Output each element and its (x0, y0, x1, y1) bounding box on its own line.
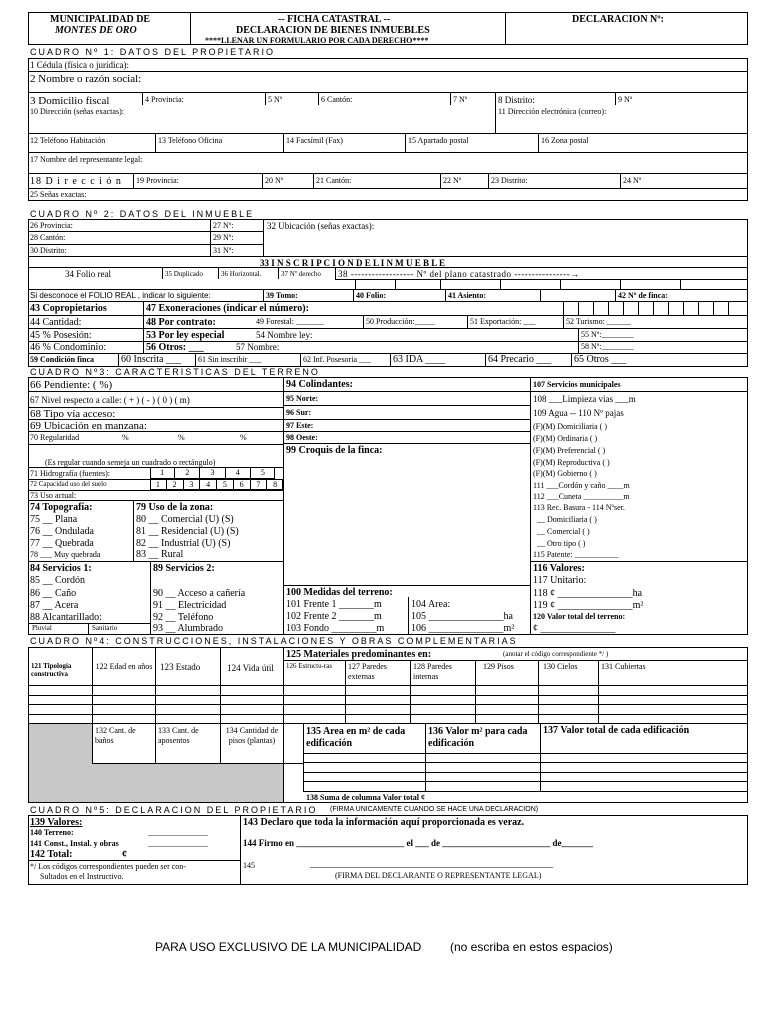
field-122-edad: 122 Edad en años (95, 662, 153, 671)
field-40-folio: 40 Folio: (356, 291, 386, 300)
alcantarillado-sanitario: Sanitario (92, 624, 118, 632)
field-121-tipologia: 121 Tipología constructiva (31, 662, 72, 679)
field-25-senas: 25 Señas exactas: (30, 190, 87, 199)
field-78-muy-quebrada: 78 ___ Muy quebrada (30, 550, 101, 559)
field-21-canton: 21 Cantón: (316, 176, 352, 185)
section-2-title: CUADRO Nº 2: DATOS DEL INMUEBLE (30, 209, 255, 219)
field-16-zona-postal: 16 Zona postal (541, 136, 589, 145)
field-113-basura: 113 Rec. Basura - 114 Nºser. (533, 503, 625, 512)
footer-no-write: (no escriba en estos espacios) (450, 940, 613, 954)
field-109-agua: 109 Agua -- 110 Nº pajas (533, 408, 624, 418)
valor-total-colon: ¢ _______________ (533, 623, 616, 634)
field-86-cano: 86 __ Caño (30, 588, 77, 599)
field-23-distrito: 23 Distrito: (491, 176, 528, 185)
field-137-valor-total: 137 Valor total de cada edificación (543, 725, 690, 736)
field-9-numero: 9 Nº (618, 95, 633, 104)
footer-municipality-use: PARA USO EXCLUSIVO DE LA MUNICIPALIDAD (155, 940, 422, 954)
field-133-aposentos: 133 Cant. de aposentos (158, 726, 199, 745)
field-56-otros: 56 Otros: ___ (146, 342, 204, 353)
capacidad-cell[interactable]: 1 (155, 480, 160, 489)
field-22-numero: 22 Nº (443, 176, 462, 185)
municipality-name: MUNICIPALIDAD DE (50, 14, 151, 25)
hidrografia-cell[interactable]: 5 (250, 467, 275, 479)
codes-note-2: Sultados en el Instructivo. (40, 872, 124, 881)
basura-domiciliaria: __ Domiciliaria ( ) (537, 515, 597, 524)
field-20-numero: 20 Nº (265, 176, 284, 185)
field-29-numero: 29 Nº: (213, 233, 234, 242)
field-17-representante: 17 Nombre del representante legal: (30, 155, 143, 164)
regular-note: (Es regular cuando semeja un cuadrado o rectángulo) (45, 458, 216, 467)
capacidad-cell[interactable]: 2 (166, 479, 183, 490)
field-82-industrial: 82 __ Industrial (U) (S) (136, 538, 231, 549)
field-60-inscrita: 60 Inscrita ___ (121, 354, 181, 365)
field-125-materiales: 125 Materiales predominantes en: (286, 649, 432, 660)
form-note: ****LLENAR UN FORMULARIO POR CADA DERECHO**** (205, 36, 429, 45)
field-88-alcantarillado: 88 Alcantarillado: (30, 612, 102, 623)
field-100-medidas: 100 Medidas del terreno: (286, 587, 393, 598)
field-85-cordon: 85 __ Cordón (30, 575, 85, 586)
field-13-tel-oficina: 13 Teléfono Oficina (158, 136, 223, 145)
field-144-firmo: 144 Firmo en ________________________ el ___ de ________________________ de_______ (243, 838, 593, 848)
field-112-cuneta: 112 ___Cuneta __________m (533, 492, 630, 501)
hidrografia-cell[interactable]: 1 (160, 468, 165, 477)
field-79-uso-zona: 79 Uso de la zona: (136, 502, 214, 513)
signature-line[interactable]: ______________________________________________________ (310, 859, 553, 869)
field-12-tel-habitacion: 12 Teléfono Habitación (30, 136, 106, 145)
field-136-valor-m2: 136 Valor m² para cada edificación (428, 726, 528, 749)
field-135-area: 135 Area en m² de cada edificación (306, 726, 406, 749)
field-67-nivel: 67 Nivel respecto a calle: ( + ) ( - ) ( 0 ) ( m) (30, 395, 190, 405)
field-30-distrito: 30 Distrito: (30, 246, 67, 255)
field-57-nombre: 57 Nombre: (236, 342, 280, 352)
field-2-nombre: 2 Nombre o razón social: (30, 73, 142, 85)
field-75-plana: 75 __ Plana (30, 514, 78, 525)
field-72-capacidad: 72 Capacidad uso del suelo (30, 480, 107, 488)
field-4-provincia: 4 Provincia: (145, 95, 184, 104)
codes-note-1: */ Los códigos correspondientes pueden ser con- (30, 862, 186, 871)
field-48-contrato: 48 Por contrato: (146, 317, 216, 328)
agua-ordinaria: (F)(M) Ordinaria ( ) (533, 434, 598, 443)
field-90-acceso-caneria: 90 __ Acceso a cañería (153, 588, 246, 599)
field-91-electricidad: 91 __ Electricidad (153, 600, 227, 611)
field-97-este: 97 Este: (286, 421, 314, 430)
form-title: -- FICHA CATASTRAL -- (278, 14, 391, 25)
section-3-title: CUADRO Nº3: CARACTERISTICAS DEL TERRENO (30, 367, 320, 377)
field-119-m2: 119 ¢ _______________m² (533, 600, 644, 611)
section-5-title: CUADRO Nº5: DECLARACION DEL PROPIETARIO (30, 805, 318, 815)
field-68-tipo-via: 68 Tipo vía acceso: (30, 408, 116, 420)
field-89-servicios-2: 89 Servicios 2: (153, 563, 215, 574)
field-49-forestal: 49 Forestal: _______ (256, 317, 324, 326)
capacidad-cell[interactable]: 6 (233, 479, 250, 490)
field-117-unitario: 117 Unitario: (533, 575, 587, 586)
field-36-horizontal: 36 Horizontal. (221, 270, 262, 278)
folio-note: Si desconoce el FOLIO REAL , indicar lo siguiente: (30, 291, 211, 300)
field-103-fondo: 103 Fondo _________m (286, 623, 385, 634)
field-126-estructuras: 126 Estructu-ras (286, 662, 333, 670)
section-1-title: CUADRO Nº 1: DATOS DEL PROPIETARIO (30, 47, 275, 57)
field-145-firma: 145 (243, 861, 255, 870)
field-6-canton: 6 Cantón: (321, 95, 353, 104)
field-102-frente-2: 102 Frente 2 _______m (286, 611, 382, 622)
section-5-note: (FIRMA UNICAMENTE CUANDO SE HACE UNA DECLARACION) (330, 806, 539, 813)
field-99-croquis: 99 Croquis de la finca: (286, 445, 383, 456)
hidrografia-cell[interactable]: 3 (199, 467, 224, 479)
field-37-derecho: 37 Nº derecho (281, 270, 321, 278)
field-141-construcciones: 141 Const., Instal. y obras (30, 839, 119, 848)
field-96-sur: 96 Sur: (286, 408, 312, 417)
field-76-ondulada: 76 __ Ondulada (30, 526, 94, 537)
field-35-duplicado: 35 Duplicado (165, 270, 203, 278)
basura-otro: __ Otro tipo ( ) (537, 539, 586, 548)
field-98-oeste: 98 Oeste: (286, 433, 318, 442)
field-77-quebrada: 77 __ Quebrada (30, 538, 94, 549)
construcciones-line: _______________ (148, 839, 208, 848)
capacidad-cell[interactable]: 7 (250, 479, 267, 490)
field-58-numero: 58 Nº:________ (581, 342, 634, 351)
field-26-provincia: 26 Provincia: (30, 221, 73, 230)
field-47-exoneraciones: 47 Exoneraciones (indicar el número): (146, 303, 309, 314)
hidrografia-cell[interactable]: 4 (225, 467, 250, 479)
field-131-cubiertas: 131 Cubiertas (601, 662, 646, 671)
terreno-line: _______________ (148, 828, 208, 837)
field-3-domicilio: 3 Domicilio fiscal (30, 95, 110, 107)
agua-preferencial: (F)(M) Preferencial ( ) (533, 446, 606, 455)
signature-label: (FIRMA DEL DECLARANTE O REPRESENTANTE LEGAL) (335, 871, 542, 880)
field-70-regularidad: 70 Regularidad (30, 433, 80, 442)
field-92-telefono: 92 __ Teléfono (153, 612, 214, 623)
field-129-pisos: 129 Pisos (483, 662, 514, 671)
field-1-cedula: 1 Cédula (física o jurídica): (30, 60, 129, 70)
field-27-numero: 27 Nº: (213, 221, 234, 230)
field-50-produccion: 50 Producción:_____ (366, 317, 435, 326)
field-53-ley-especial: 53 Por ley especial (146, 330, 225, 341)
field-32-ubicacion: 32 Ubicación (señas exactas): (267, 221, 375, 231)
basura-comercial: __ Comercial ( ) (537, 527, 590, 536)
field-44-cantidad: 44 Cantidad: (30, 317, 82, 328)
regularidad-pct-2: % (178, 433, 185, 442)
field-123-estado: 123 Estado (160, 662, 201, 672)
field-101-frente-1: 101 Frente 1 _______m (286, 599, 382, 610)
declaration-number: DECLARACION Nº: (572, 14, 664, 25)
field-143-declaro: 143 Declaro que toda la información aquí proporcionada es veraz. (243, 817, 525, 828)
field-66-pendiente: 66 Pendiente: ( %) (30, 379, 113, 391)
agua-reproductiva: (F)(M) Reproductiva ( ) (533, 458, 610, 467)
field-5-numero: 5 Nº (268, 95, 283, 104)
field-15-apartado: 15 Apartado postal (408, 136, 469, 145)
field-11-correo: 11 Dirección electrónica (correo): (498, 107, 607, 116)
field-61-sin-inscribir: 61 Sin inscribir ___ (198, 355, 262, 364)
capacidad-cell[interactable]: 3 (183, 479, 200, 490)
field-130-cielos: 130 Cielos (543, 662, 578, 671)
field-83-rural: 83 __ Rural (136, 549, 184, 560)
total-colon: ¢ (122, 849, 127, 860)
field-19-provincia: 19 Provincia: (136, 176, 179, 185)
field-80-comercial: 80 __ Comercial (U) (S) (136, 514, 234, 525)
field-138-suma: 138 Suma de columna Valor total ¢ (306, 793, 425, 802)
field-128-paredes-internas: 128 Paredes internas (413, 662, 452, 681)
field-115-patente: 115 Patente: ___________ (533, 550, 619, 559)
field-24-numero: 24 Nº (623, 176, 642, 185)
regularidad-pct-3: % (240, 433, 247, 442)
field-140-terreno: 140 Terreno: (30, 828, 74, 837)
field-14-fax: 14 Facsímil (Fax) (286, 136, 343, 145)
field-38-plano: 38 ------------------ Nº del plano catastrado ----------------→ (338, 269, 580, 279)
field-39-tomo: 39 Tomo: (266, 291, 298, 300)
field-111-cordon-cano: 111 ___Cordón y caño ____m (533, 481, 630, 490)
field-45-posesion: 45 % Posesión: (30, 330, 92, 341)
field-134-pisos-plantas: 134 Cantidad de pisos (plantas) (225, 726, 279, 745)
inscripcion-heading: 33 I N S C R I P C I O N D E L I N M U E B L E (260, 258, 446, 268)
hidrografia-cell[interactable]: 2 (174, 467, 199, 479)
field-94-colindantes: 94 Colindantes: (286, 379, 353, 390)
regularidad-pct-1: % (122, 433, 129, 442)
field-105-ha: 105 _______________ha (411, 611, 513, 622)
field-87-acera: 87 __ Acera (30, 600, 79, 611)
capacidad-cell[interactable]: 4 (199, 479, 216, 490)
field-64-precario: 64 Precario ___ (488, 354, 552, 365)
field-95-norte: 95 Norte: (286, 394, 319, 403)
agua-gobierno: (F)(M) Gobierno ( ) (533, 469, 597, 478)
agua-domiciliaria: (F)(M) Domiciliaria ( ) (533, 422, 607, 431)
field-10-direccion: 10 Dirección (señas exactas): (30, 107, 124, 116)
field-104-area: 104 Area: (411, 599, 451, 610)
field-69-ubicacion-manzana: 69 Ubicación en manzana: (30, 420, 147, 432)
field-62-inf-posesoria: 62 Inf. Posesoria ___ (303, 355, 371, 364)
field-116-valores: 116 Valores: (533, 563, 585, 574)
field-65-otros: 65 Otros ___ (574, 354, 627, 365)
field-41-asiento: 41 Asiento: (448, 291, 486, 300)
section-4-title: CUADRO Nº4: CONSTRUCCIONES, INSTALACIONES Y OBRAS COMPLEMENTARIAS (30, 636, 518, 646)
field-59-condicion: 59 Condición finca (30, 355, 95, 364)
field-73-uso-actual: 73 Uso actual: (30, 491, 77, 500)
shaded-cell-2 (29, 764, 283, 802)
field-7-numero: 7 Nº (453, 95, 468, 104)
field-8-distrito: 8 Distrito: (498, 95, 535, 105)
field-81-residencial: 81 __ Residencial (U) (S) (136, 526, 239, 537)
field-54-nombre-ley: 54 Nombre ley: (256, 330, 313, 340)
field-84-servicios-1: 84 Servicios 1: (30, 563, 92, 574)
field-43-copropietarios: 43 Copropietarios (30, 303, 107, 314)
field-18-direccion: 18 D i r e c c i ó n (30, 176, 122, 187)
form-subtitle: DECLARACION DE BIENES INMUEBLES (236, 25, 430, 36)
capacidad-cell[interactable]: 5 (216, 479, 233, 490)
field-108-limpieza: 108 ___Limpieza vías ___m (533, 394, 636, 404)
alcantarillado-pluvial: Pluvial (32, 624, 52, 632)
field-46-condominio: 46 % Condominio: (30, 342, 107, 353)
field-71-hidrografia: 71 Hidrografía (fuentes): (30, 469, 110, 478)
municipality-town: MONTES DE ORO (55, 25, 137, 36)
field-124-vida-util: 124 Vida útil (227, 663, 274, 673)
field-142-total: 142 Total: (30, 849, 73, 860)
field-63-ida: 63 IDA ____ (393, 354, 446, 365)
materiales-note: (anotar el código correspondiente */ ) (503, 650, 609, 658)
field-52-turismo: 52 Turismo: ______ (566, 317, 631, 326)
field-31-numero: 31 Nº: (213, 246, 234, 255)
field-55-numero: 55 Nº:________ (581, 330, 634, 339)
field-34-folio-real: 34 Folio real (65, 269, 111, 279)
field-132-banos: 132 Cant. de baños (95, 726, 136, 745)
field-120-valor-total: 120 Valor total del terreno: (533, 612, 626, 621)
field-139-valores: 139 Valores: (30, 817, 83, 828)
field-107-servicios-municipales: 107 Servicios municipales (533, 380, 621, 389)
field-118-ha: 118 ¢ _______________ha (533, 588, 643, 599)
field-28-canton: 28 Cantón: (30, 233, 66, 242)
field-42-finca: 42 Nº de finca: (618, 291, 668, 300)
capacidad-cell[interactable]: 8 (266, 479, 283, 490)
field-106-m2: 106 _______________m² (411, 623, 515, 634)
field-51-exportacion: 51 Exportación: ___ (470, 317, 536, 326)
field-93-alumbrado: 93 __ Alumbrado (153, 623, 223, 634)
field-127-paredes-externas: 127 Paredes externas (348, 662, 387, 681)
field-74-topografia: 74 Topografía: (30, 502, 93, 513)
